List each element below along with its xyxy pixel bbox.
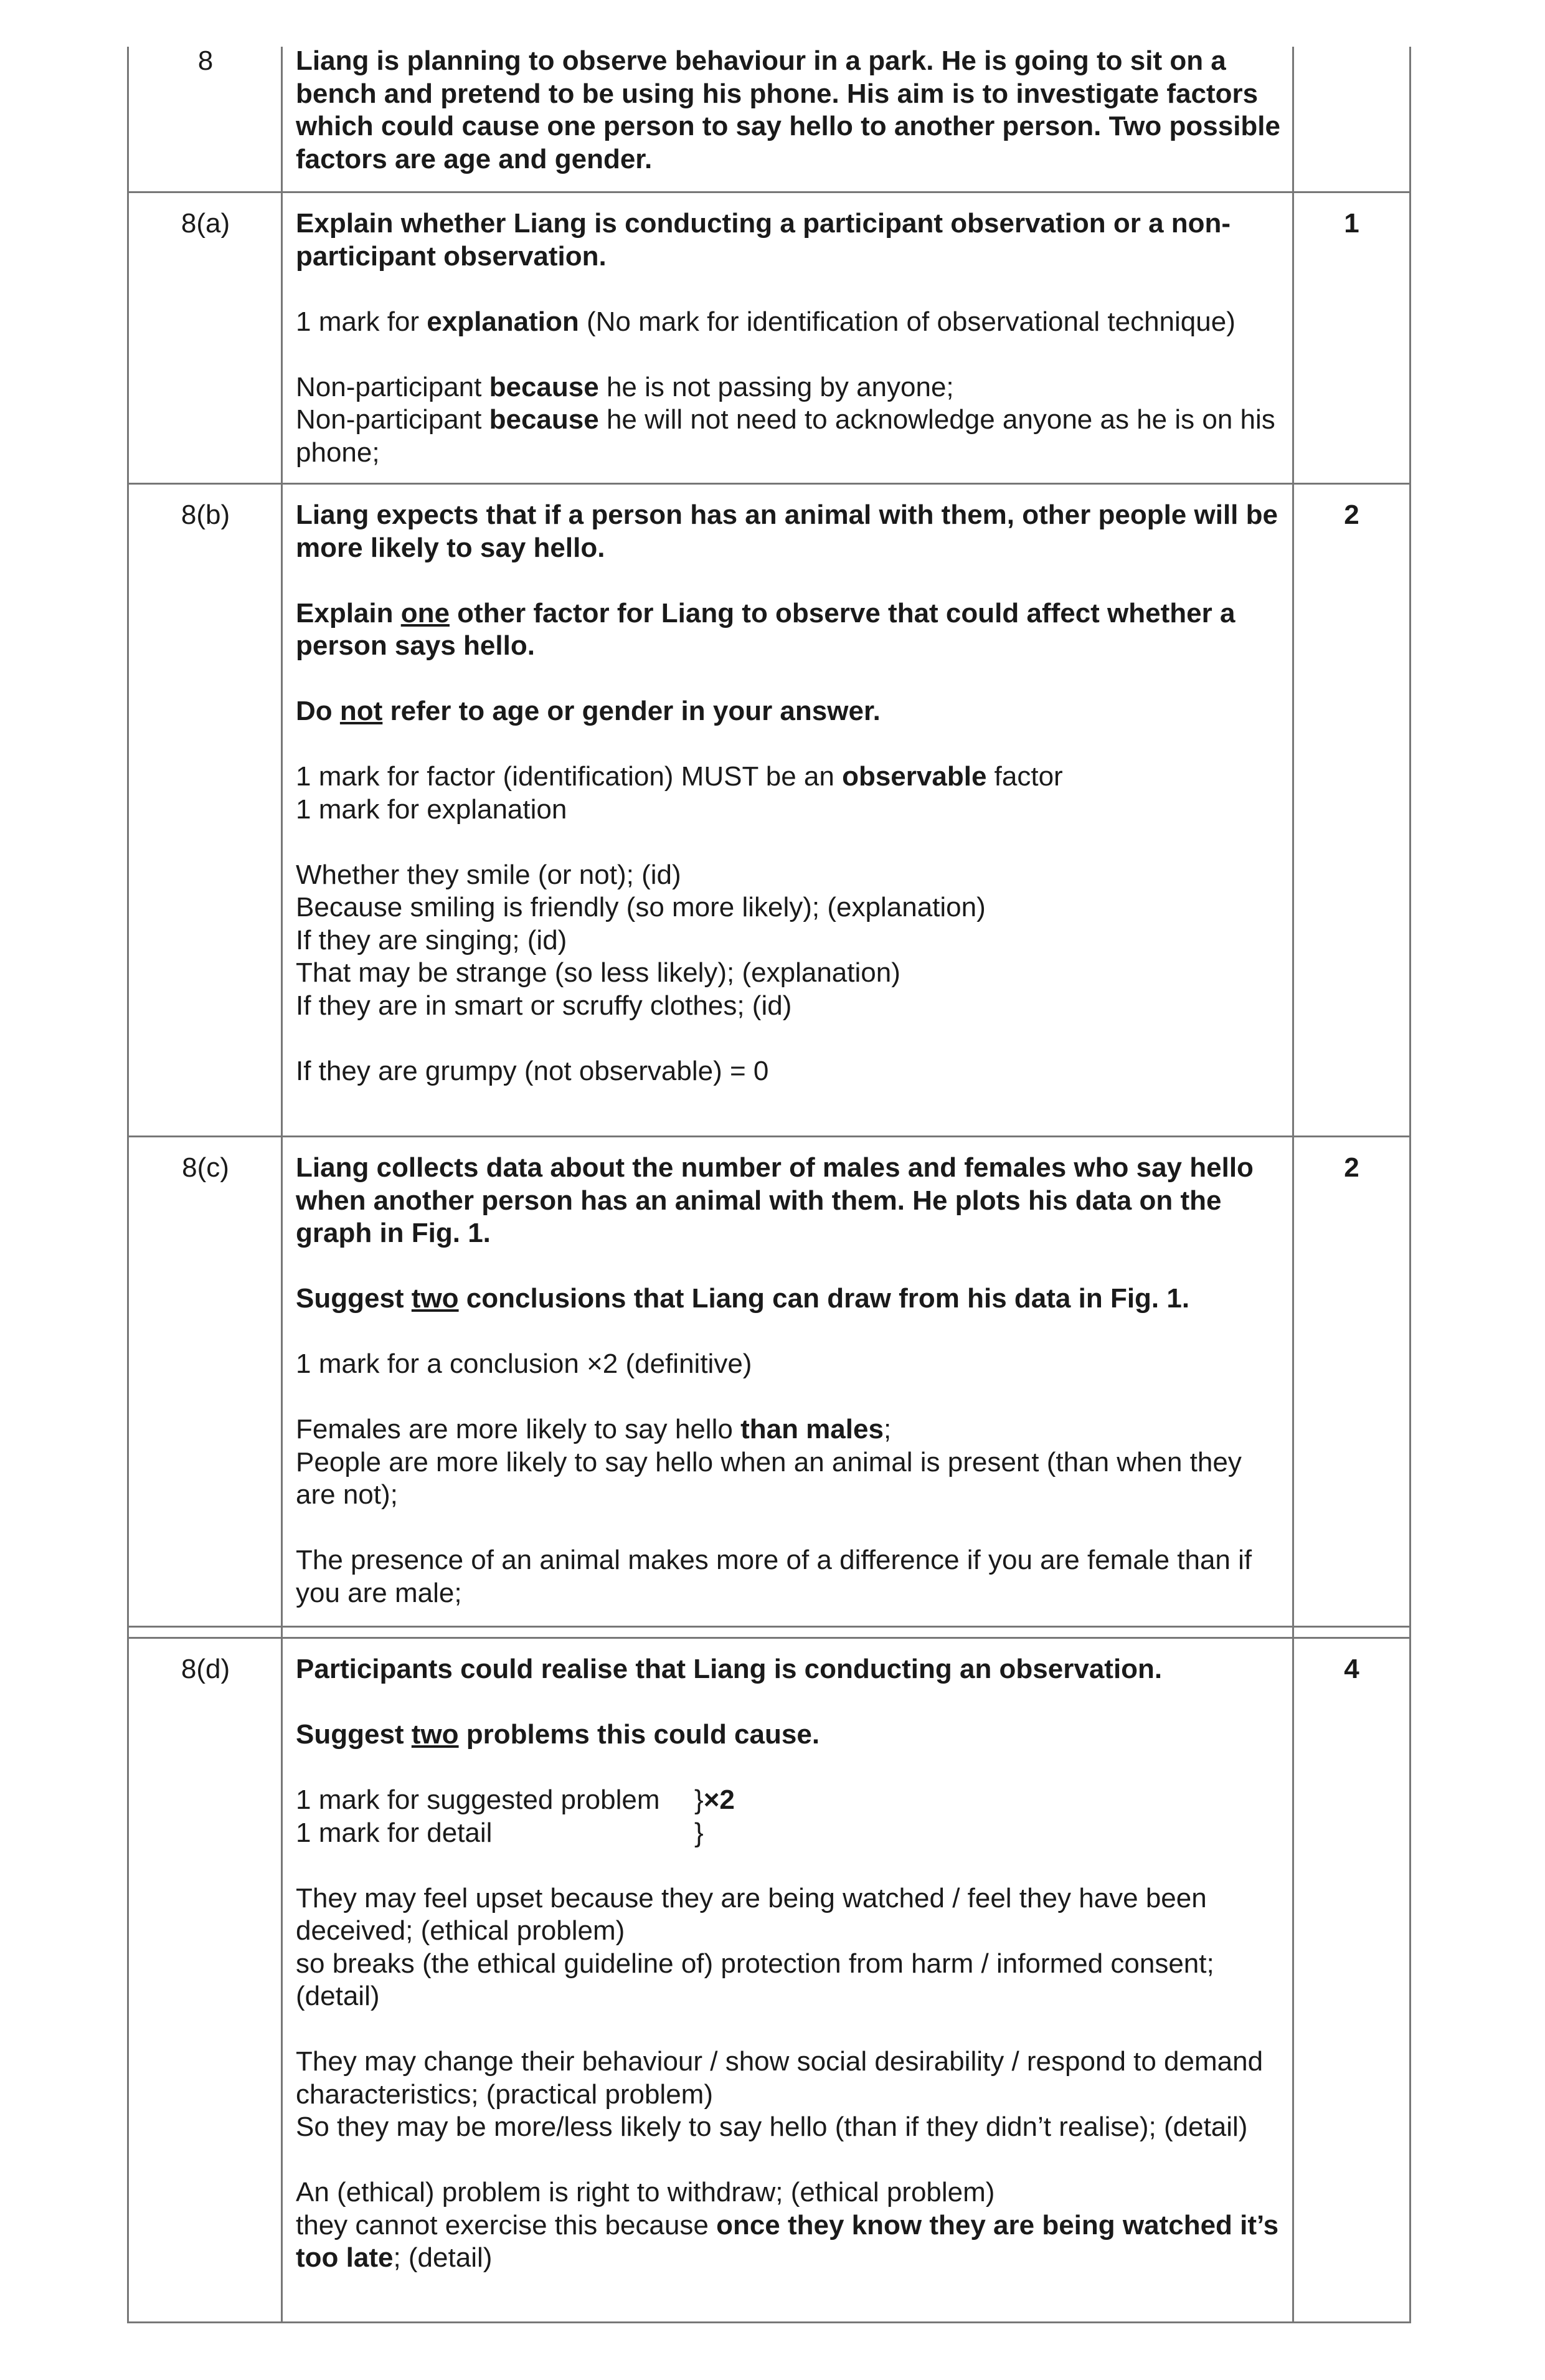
answer-line: Because smiling is friendly (so more likely); (explanation) xyxy=(296,892,986,922)
answer-line: they cannot exercise this because once they know they are being watched it’s too late; (detail) xyxy=(296,2209,1279,2273)
row-divider xyxy=(127,191,1411,193)
marking-rule: 1 mark for explanation xyxy=(296,794,567,825)
marking-rule: 1 mark for factor (identification) MUST be an observable factor xyxy=(296,761,1063,792)
answer-line: If they are in smart or scruffy clothes; (id) xyxy=(296,990,792,1021)
marks-value: 2 xyxy=(1344,500,1359,530)
answer-line: Whether they smile (or not); (id) xyxy=(296,859,681,890)
answer-line: That may be strange (so less likely); (explanation) xyxy=(296,957,900,988)
table-border-right xyxy=(1409,47,1411,2323)
marking-rule: 1 mark for detail } xyxy=(296,1817,1286,1850)
question-text: Explain one other factor for Liang to observe that could affect whether a person says hello. xyxy=(296,597,1236,661)
answer-line: If they are singing; (id) xyxy=(296,924,567,955)
table-border-left xyxy=(127,47,129,2323)
brace: } xyxy=(694,1817,704,1848)
question-text: Participants could realise that Liang is conducting an observation. xyxy=(296,1654,1163,1684)
question-8b-content xyxy=(296,499,1286,1088)
question-number: 8(a) xyxy=(181,208,230,239)
answer-note: If they are grumpy (not observable) = 0 xyxy=(296,1055,769,1086)
question-8-stem xyxy=(296,45,1286,176)
question-8a-content xyxy=(296,207,1286,469)
marking-rule: 1 mark for a conclusion ×2 (definitive) xyxy=(296,1349,752,1379)
brace: } xyxy=(694,1785,704,1815)
times-two: ×2 xyxy=(703,1785,735,1815)
answer-line: Non-participant because he is not passing by anyone; xyxy=(296,371,954,402)
answer-line: so breaks (the ethical guideline of) protection from harm / informed consent; (detail) xyxy=(296,1948,1214,2011)
marks-value: 1 xyxy=(1344,208,1359,239)
answer-line: They may change their behaviour / show social desirability / respond to demand characteristics; (practical problem) xyxy=(296,2046,1264,2110)
row-divider xyxy=(127,1637,1411,1639)
question-8d-content xyxy=(296,1653,1286,2275)
question-text: Liang collects data about the number of males and females who say hello when another person has an animal with them. He plots his data on the graph in Fig. 1. xyxy=(296,1152,1254,1248)
marks-value: 4 xyxy=(1344,1654,1359,1684)
question-text: Explain whether Liang is conducting a participant observation or a non-participant observation. xyxy=(296,208,1231,272)
table-divider-marks xyxy=(1292,47,1294,2323)
answer-line: People are more likely to say hello when an animal is present (than when they are not); xyxy=(296,1446,1242,1510)
marking-rule: 1 mark for suggested problem } ×2 xyxy=(296,1784,1286,1817)
table-border-bottom xyxy=(127,2321,1411,2323)
answer-line: So they may be more/less likely to say hello (than if they didn’t realise); (detail) xyxy=(296,2112,1248,2142)
answer-line: An (ethical) problem is right to withdraw; (ethical problem) xyxy=(296,2177,995,2207)
question-text: Liang expects that if a person has an animal with them, other people will be more likely to say hello. xyxy=(296,500,1278,563)
answer-line: Females are more likely to say hello than males; xyxy=(296,1414,892,1444)
stem-text: Liang is planning to observe behaviour in a park. He is going to sit on a bench and pretend to be using his phone. His aim is to investigate factors which could cause one person to say hello to another person. Two possible factors are age and gender. xyxy=(296,45,1280,174)
row-divider xyxy=(127,483,1411,485)
answer-line: They may feel upset because they are being watched / feel they have been deceived; (ethical problem) xyxy=(296,1882,1207,1946)
question-text: Suggest two conclusions that Liang can draw from his data in Fig. 1. xyxy=(296,1283,1190,1314)
question-number: 8 xyxy=(197,45,214,76)
question-8c-content xyxy=(296,1152,1286,1610)
answer-line: Non-participant because he will not need to acknowledge anyone as he is on his phone; xyxy=(296,404,1275,468)
question-text: Suggest two problems this could cause. xyxy=(296,1719,820,1750)
question-number: 8(d) xyxy=(181,1654,230,1684)
question-text: Do not refer to age or gender in your answer. xyxy=(296,696,881,726)
row-divider xyxy=(127,1135,1411,1137)
row-divider xyxy=(127,1626,1411,1628)
answer-line: The presence of an animal makes more of a difference if you are female than if you are male; xyxy=(296,1545,1252,1608)
marking-rule: 1 mark for explanation (No mark for identification of observational technique) xyxy=(296,306,1236,337)
marks-value: 2 xyxy=(1344,1152,1359,1183)
question-number: 8(c) xyxy=(182,1152,229,1183)
question-number: 8(b) xyxy=(181,500,230,530)
table-divider-question xyxy=(281,47,283,2323)
